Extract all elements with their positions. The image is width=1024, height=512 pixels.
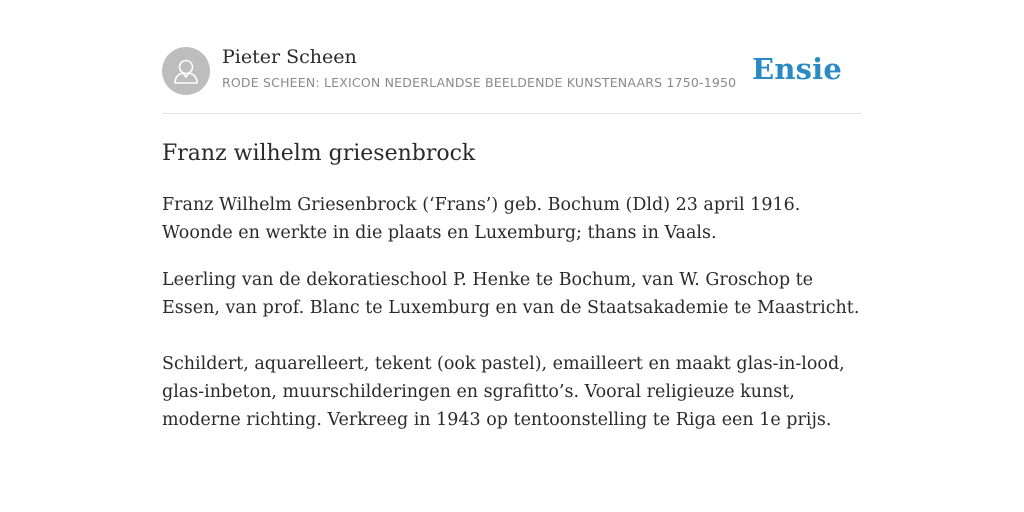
ensie-logo[interactable]: Ensie (752, 52, 842, 86)
user-silhouette-icon (162, 47, 210, 95)
article-card (162, 46, 862, 434)
source-title[interactable]: RODE SCHEEN: LEXICON NEDERLANDSE BEELDENDE KUNSTENAARS 1750-1950 (222, 75, 737, 90)
article-header (162, 46, 862, 114)
article-title: Franz wilhelm griesenbrock (162, 141, 476, 166)
author-avatar[interactable] (162, 47, 210, 95)
article-paragraph: Franz Wilhelm Griesenbrock (‘Frans’) geb. Bochum (Dld) 23 april 1916. Woonde en werkte in die plaats en Luxemburg; thans in Vaals. (162, 195, 801, 243)
author-name[interactable]: Pieter Scheen (222, 46, 357, 68)
article-paragraph: Schildert, aquarelleert, tekent (ook pastel), emailleert en maakt glas-in-lood, glas-inbeton, muurschilderingen en sgrafitto’s. Vooral religieuze kunst, moderne richting. Verkreeg in 1943 op tentoonstelling te Riga een 1e prijs. (162, 354, 845, 430)
article-paragraph: Leerling van de dekoratieschool P. Henke te Bochum, van W. Groschop te Essen, van prof. Blanc te Luxemburg en van de Staatsakademie te Maastricht. (162, 270, 860, 318)
